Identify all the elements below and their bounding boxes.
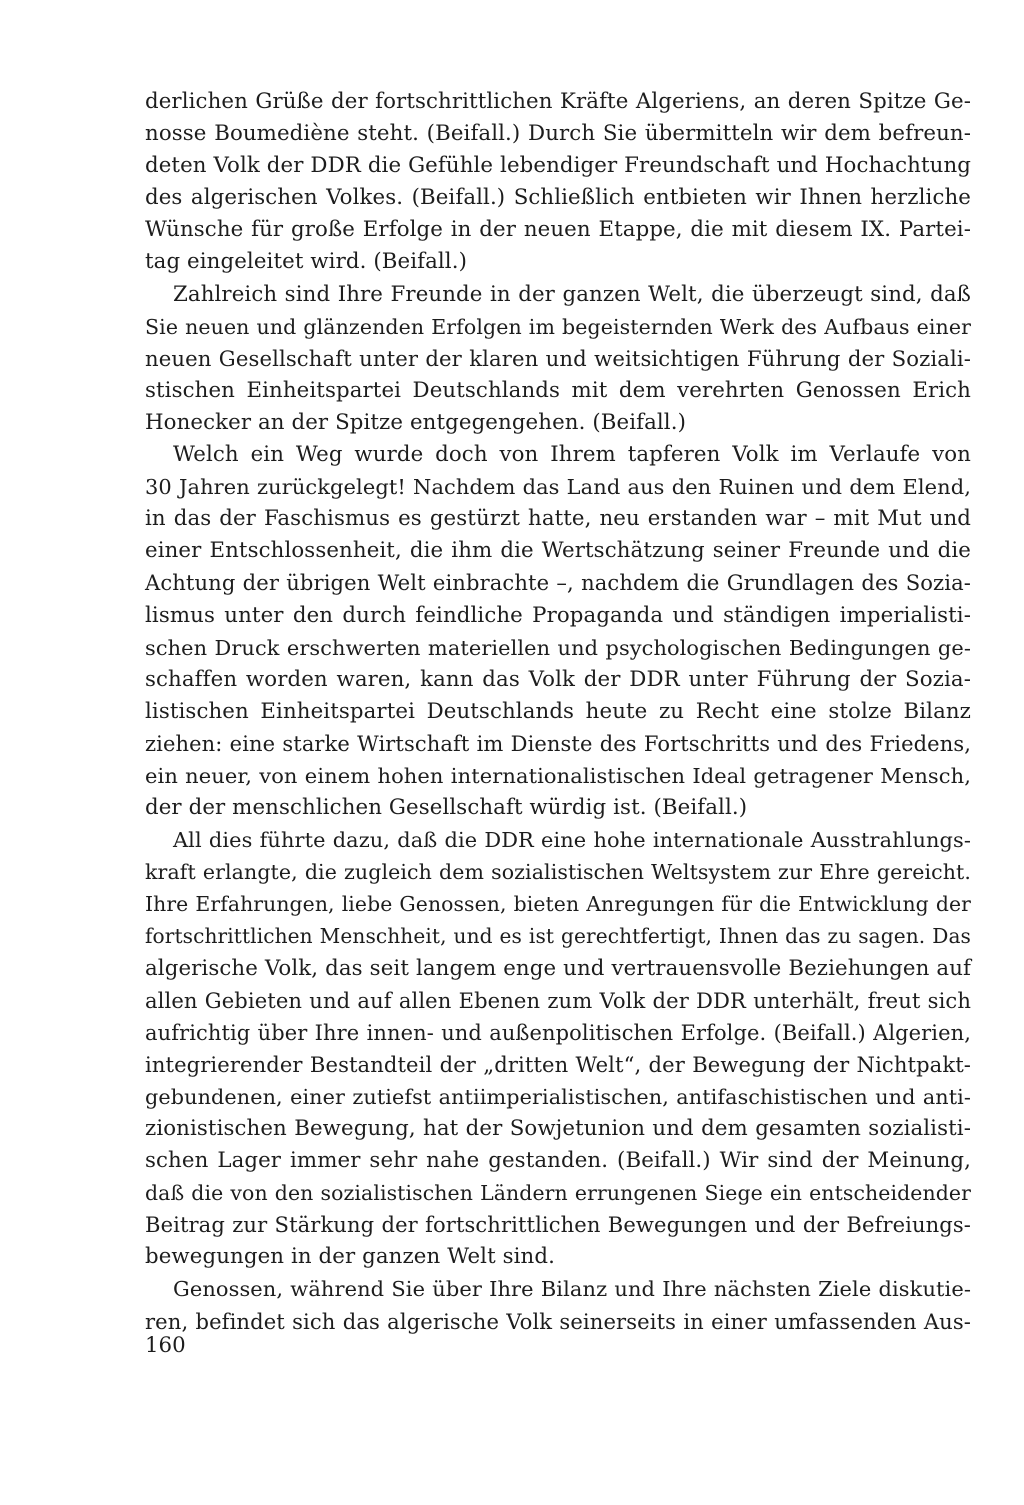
text-line: in das der Faschismus es gestürzt hatte, neu erstanden war – mit Mut und [145,506,971,532]
text-line: Genossen, während Sie über Ihre Bilanz und Ihre nächsten Ziele diskutie- [173,1277,971,1302]
text-line: aufrichtig über Ihre innen- und außenpolitischen Erfolge. (Beifall.) Algerien, [145,1020,971,1045]
text-line: allen Gebieten und auf allen Ebenen zum Volk der DDR unterhält, freut sich [145,987,971,1013]
text-line: Welch ein Weg wurde doch von Ihrem tapferen Volk im Verlaufe von [173,442,971,468]
text-line: lismus unter den durch feindliche Propaganda und ständigen imperialisti- [145,602,971,628]
text-line: schen Druck erschwerten materiellen und psychologischen Bedingungen ge- [145,635,971,660]
page-body-text [145,86,971,1338]
text-line: derlichen Grüße der fortschrittlichen Kräfte Algeriens, an deren Spitze Ge- [145,89,971,114]
text-line: tag eingeleitet wird. (Beifall.) [145,249,467,275]
text-line: gebundenen, einer zutiefst antiimperialistischen, antifaschistischen und anti- [145,1084,971,1109]
text-line: bewegungen in der ganzen Welt sind. [145,1244,555,1270]
text-line: neuen Gesellschaft unter der klaren und weitsichtigen Führung der Soziali- [145,345,971,371]
text-line: der der menschlichen Gesellschaft würdig ist. (Beifall.) [145,795,748,821]
text-line: Achtung der übrigen Welt einbrachte –, nachdem die Grundlagen des Sozia- [145,570,971,596]
text-line: Sie neuen und glänzenden Erfolgen im begeisternden Werk des Aufbaus einer [145,314,971,339]
text-line: schaffen worden waren, kann das Volk der DDR unter Führung der Sozia- [145,666,971,692]
text-line: listischen Einheitspartei Deutschlands heute zu Recht eine stolze Bilanz [145,698,971,724]
text-line: Ihre Erfahrungen, liebe Genossen, bieten Anregungen für die Entwicklung der [145,892,971,917]
text-line: Honecker an der Spitze entgegengehen. (Beifall.) [145,409,686,435]
text-line: Beitrag zur Stärkung der fortschrittlichen Bewegungen und der Befreiungs- [145,1212,971,1238]
text-line: kraft erlangte, die zugleich dem sozialistischen Weltsystem zur Ehre gereicht. [145,860,971,885]
text-line: ziehen: eine starke Wirtschaft im Dienste des Fortschritts und des Friedens, [145,730,971,756]
text-line: deten Volk der DDR die Gefühle lebendiger Freundschaft und Hochachtung [145,153,971,179]
text-line: algerische Volk, das seit langem enge und vertrauensvolle Beziehungen auf [145,955,971,981]
text-line: fortschrittlichen Menschheit, und es ist gerechtfertigt, Ihnen das zu sagen. Das [145,924,971,949]
text-line: Zahlreich sind Ihre Freunde in der ganzen Welt, die überzeugt sind, daß [173,281,971,307]
text-line: zionistischen Bewegung, hat der Sowjetunion und dem gesamten sozialisti- [145,1116,971,1141]
text-line: All dies führte dazu, daß die DDR eine hohe internationale Ausstrahlungs- [173,828,971,853]
text-line: des algerischen Volkes. (Beifall.) Schließlich entbieten wir Ihnen herzliche [145,185,971,211]
text-line: einer Entschlossenheit, die ihm die Wertschätzung seiner Freunde und die [145,538,971,564]
text-line: integrierender Bestandteil der „dritten Welt“, der Bewegung der Nichtpakt- [145,1051,971,1077]
text-line: stischen Einheitspartei Deutschlands mit dem verehrten Genossen Erich [145,377,971,403]
text-line: nosse Boumediène steht. (Beifall.) Durch Sie übermitteln wir dem befreun- [145,121,971,147]
text-line: ein neuer, von einem hohen internationalistischen Ideal getragener Mensch, [145,763,971,788]
text-line: 30 Jahren zurückgelegt! Nachdem das Land aus den Ruinen und dem Elend, [145,475,971,500]
text-line: daß die von den sozialistischen Ländern errungenen Siege ein entscheidender [145,1181,971,1206]
page-number: 160 [145,1333,186,1358]
text-line: ren, befindet sich das algerische Volk seinerseits in einer umfassenden Aus- [145,1308,971,1334]
text-line: Wünsche für große Erfolge in der neuen Etappe, die mit diesem IX. Partei- [145,217,971,243]
text-line: schen Lager immer sehr nahe gestanden. (Beifall.) Wir sind der Meinung, [145,1148,971,1174]
